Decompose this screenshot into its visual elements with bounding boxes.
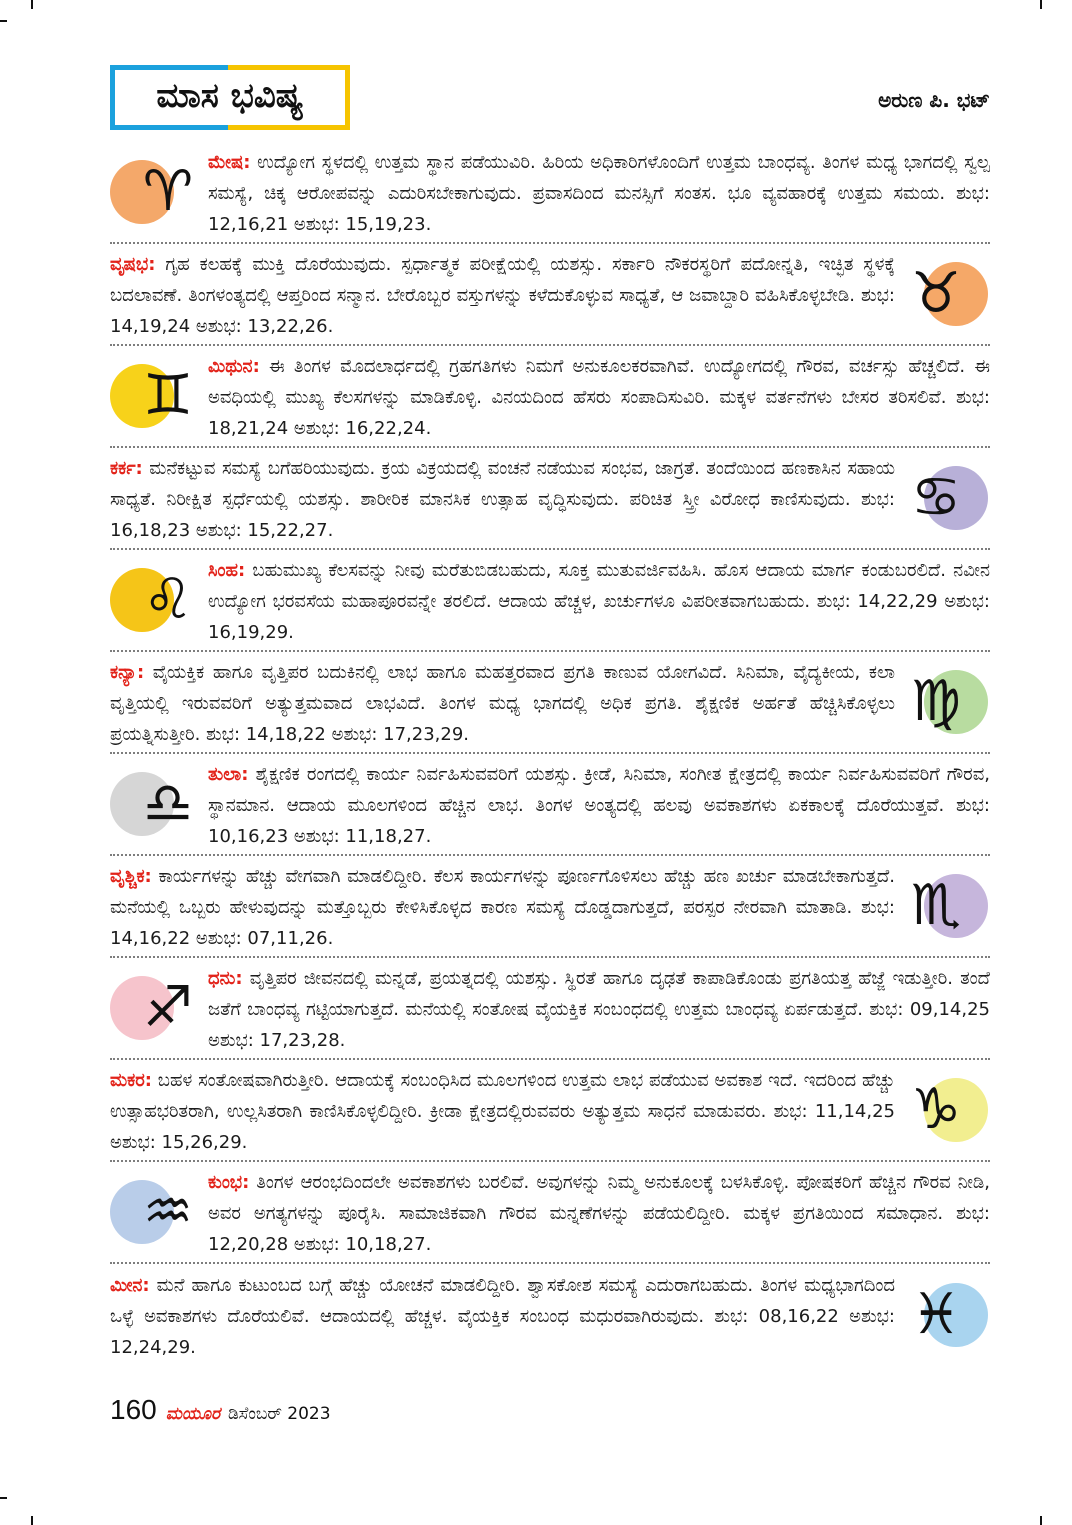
horoscope-entry-simha [110, 550, 990, 652]
sign-label: ಸಿಂಹ: [208, 560, 246, 581]
entry-text [110, 657, 895, 750]
entry-body: ಗೃಹ ಕಲಹಕ್ಕೆ ಮುಕ್ತಿ ದೊರೆಯುವುದು. ಸ್ಪರ್ಧಾತ್ಮಕ ಪರೀಕ್ಷೆಯಲ್ಲಿ ಯಶಸ್ಸು. ಸರ್ಕಾರಿ ನೌಕರಸ್ಥರಿಗೆ ಪದೋನ್ನತಿ, ಇಚ್ಛಿತ ಸ್ಥಳಕ್ಕೆ ಬದಲಾವಣೆ. ತಿಂಗಳಂತ್ಯದಲ್ಲಿ ಆಪ್ತರಿಂದ ಸನ್ಮಾನ. ಬೇರೊಬ್ಬರ ವಸ್ತುಗಳನ್ನು ಕಳೆದುಕೊಳ್ಳುವ ಸಾಧ್ಯತೆ, ಆ ಜವಾಬ್ದಾರಿ ವಹಿಸಿಕೊಳ್ಳಬೇಡಿ. ಶುಭ: 14,19,24 ಅಶುಭ: 13,22,26. [110, 254, 895, 337]
icon-glyph: ♎︎ [142, 771, 194, 836]
icon-glyph: ♉︎ [910, 261, 962, 326]
entry-text [110, 1270, 895, 1363]
page-number: 160 [110, 1394, 157, 1425]
icon-glyph: ♌︎ [142, 567, 194, 632]
crop-mark [1040, 1516, 1042, 1525]
entry-text [208, 147, 990, 240]
entry-body: ತಿಂಗಳ ಆರಂಭದಿಂದಲೇ ಅವಕಾಶಗಳು ಬರಲಿವೆ. ಅವುಗಳನ್ನು ನಿಮ್ಮ ಅನುಕೂಲಕ್ಕೆ ಬಳಸಿಕೊಳ್ಳಿ. ಪೋಷಕರಿಗೆ ಹೆಚ್ಚಿನ ಗೌರವ ನೀಡಿ, ಅವರ ಅಗತ್ಯಗಳನ್ನು ಪೂರೈಸಿ. ಸಾಮಾಜಿಕವಾಗಿ ಗೌರವ ಮನ್ನಣೆಗಳನ್ನು ಪಡೆಯಲಿದ್ದೀರಿ. ಮಕ್ಕಳ ಪ್ರಗತಿಯಿಂದ ಸಮಾಧಾನ. ಶುಭ: 12,20,28 ಅಶುಭ: 10,18,27. [208, 1172, 990, 1255]
issue-date: ಡಿಸೆಂಬರ್ 2023 [227, 1404, 331, 1424]
icon-glyph: ♊︎ [142, 363, 194, 428]
crocodile-icon [898, 1064, 990, 1156]
entry-text [208, 1167, 990, 1260]
horoscope-entry-tula [110, 754, 990, 856]
horoscope-entry-mithuna [110, 346, 990, 448]
horoscope-entry-meena [110, 1264, 990, 1366]
horoscope-entry-mesha [110, 142, 990, 244]
entry-text [110, 249, 895, 342]
sign-label: ತುಲಾ: [208, 764, 249, 785]
title-box [110, 65, 350, 130]
crop-mark [0, 1497, 7, 1499]
scales-icon [110, 758, 202, 850]
sign-label: ವೃಷಭ: [110, 254, 156, 275]
sign-label: ಮೇಷ: [208, 152, 251, 173]
entry-text [110, 453, 895, 546]
entry-body: ಮನೆಕಟ್ಟುವ ಸಮಸ್ಯೆ ಬಗೆಹರಿಯುವುದು. ಕ್ರಯ ವಿಕ್ರಯದಲ್ಲಿ ವಂಚನೆ ನಡೆಯುವ ಸಂಭವ, ಜಾಗ್ರತೆ. ತಂದೆಯಿಂದ ಹಣಕಾಸಿನ ಸಹಾಯ ಸಾಧ್ಯತೆ. ನಿರೀಕ್ಷಿತ ಸ್ಪರ್ಧೆಯಲ್ಲಿ ಯಶಸ್ಸು. ಶಾರೀರಿಕ ಮಾನಸಿಕ ಉತ್ಸಾಹ ವೃದ್ಧಿಸುವುದು. ಪರಿಚಿತ ಸ್ತ್ರೀ ವಿರೋಧ ಕಾಣಿಸುವುದು. ಶುಭ: 16,18,23 ಅಶುಭ: 15,22,27. [110, 458, 895, 541]
entry-body: ವೈಯಕ್ತಿಕ ಹಾಗೂ ವೃತ್ತಿಪರ ಬದುಕಿನಲ್ಲಿ ಲಾಭ ಹಾಗೂ ಮಹತ್ತರವಾದ ಪ್ರಗತಿ ಕಾಣುವ ಯೋಗವಿದೆ. ಸಿನಿಮಾ, ವೈದ್ಯಕೀಯ, ಕಲಾ ವೃತ್ತಿಯಲ್ಲಿ ಇರುವವರಿಗೆ ಅತ್ಯುತ್ತಮವಾದ ಲಾಭವಿದೆ. ತಿಂಗಳ ಮಧ್ಯ ಭಾಗದಲ್ಲಿ ಅಧಿಕ ಪ್ರಗತಿ. ಶೈಕ್ಷಣಿಕ ಅರ್ಹತೆ ಹೆಚ್ಚಿಸಿಕೊಳ್ಳಲು ಪ್ರಯತ್ನಿಸುತ್ತೀರಿ. ಶುಭ: 14,18,22 ಅಶುಭ: 17,23,29. [110, 662, 895, 745]
icon-glyph: ♒︎ [142, 1179, 194, 1244]
entry-body: ಬಹಳ ಸಂತೋಷವಾಗಿರುತ್ತೀರಿ. ಆದಾಯಕ್ಕೆ ಸಂಬಂಧಿಸಿದ ಮೂಲಗಳಿಂದ ಉತ್ತಮ ಲಾಭ ಪಡೆಯುವ ಅವಕಾಶ ಇದೆ. ಇದರಿಂದ ಹೆಚ್ಚು ಉತ್ಸಾಹಭರಿತರಾಗಿ, ಉಲ್ಲಸಿತರಾಗಿ ಕಾಣಿಸಿಕೊಳ್ಳಲಿದ್ದೀರಿ. ಕ್ರೀಡಾ ಕ್ಷೇತ್ರದಲ್ಲಿರುವವರು ಅತ್ಯುತ್ತಮ ಸಾಧನೆ ಮಾಡುವರು. ಶುಭ: 11,14,25 ಅಶುಭ: 15,26,29. [110, 1070, 895, 1153]
sign-label: ಮೀನ: [110, 1275, 150, 1296]
horoscope-entry-dhanu [110, 958, 990, 1060]
sign-label: ಕರ್ಕ: [110, 458, 143, 479]
entry-text [208, 351, 990, 444]
horoscope-list [110, 142, 990, 1432]
entry-text [110, 861, 895, 954]
page-title: ಮಾಸ ಭವಿಷ್ಯ [156, 76, 304, 116]
magazine-logo: ಮಯೂರ [165, 1404, 220, 1424]
horoscope-entry-kumbha [110, 1162, 990, 1264]
ram-icon [110, 146, 202, 238]
entry-text [208, 759, 990, 852]
icon-glyph: ♓︎ [910, 1282, 962, 1347]
sign-label: ವೃಶ್ಚಿಕ: [110, 866, 152, 887]
icon-glyph: ♑︎ [910, 1077, 962, 1142]
icon-glyph: ♏︎ [910, 873, 962, 938]
entry-body: ಉದ್ಯೋಗ ಸ್ಥಳದಲ್ಲಿ ಉತ್ತಮ ಸ್ಥಾನ ಪಡೆಯುವಿರಿ. ಹಿರಿಯ ಅಧಿಕಾರಿಗಳೊಂದಿಗೆ ಉತ್ತಮ ಬಾಂಧವ್ಯ. ತಿಂಗಳ ಮಧ್ಯ ಭಾಗದಲ್ಲಿ ಸ್ವಲ್ಪ ಸಮಸ್ಯೆ, ಚಿಕ್ಕ ಆರೋಪವನ್ನು ಎದುರಿಸಬೇಕಾಗುವುದು. ಪ್ರವಾಸದಿಂದ ಮನಸ್ಸಿಗೆ ಸಂತಸ. ಭೂ ವ್ಯವಹಾರಕ್ಕೆ ಉತ್ತಮ ಸಮಯ. ಶುಭ: 12,16,21 ಅಶುಭ: 15,19,23. [208, 152, 990, 235]
crab-icon [898, 452, 990, 544]
horoscope-entry-makara [110, 1060, 990, 1162]
sign-label: ಮಕರ: [110, 1070, 152, 1091]
crop-mark [1040, 0, 1042, 9]
entry-body: ಮನೆ ಹಾಗೂ ಕುಟುಂಬದ ಬಗ್ಗೆ ಹೆಚ್ಚು ಯೋಚನೆ ಮಾಡಲಿದ್ದೀರಿ. ಶ್ವಾಸಕೋಶ ಸಮಸ್ಯೆ ಎದುರಾಗಬಹುದು. ತಿಂಗಳ ಮಧ್ಯಭಾಗದಿಂದ ಒಳ್ಳೆ ಅವಕಾಶಗಳು ದೊರೆಯಲಿವೆ. ಆದಾಯದಲ್ಲಿ ಹೆಚ್ಚಳ. ವೈಯಕ್ತಿಕ ಸಂಬಂಧ ಮಧುರವಾಗಿರುವುದು. ಶುಭ: 08,16,22 ಅಶುಭ: 12,24,29. [110, 1275, 895, 1358]
entry-body: ವೃತ್ತಿಪರ ಜೀವನದಲ್ಲಿ ಮನ್ನಡೆ, ಪ್ರಯತ್ನದಲ್ಲಿ ಯಶಸ್ಸು. ಸ್ಥಿರತೆ ಹಾಗೂ ದೃಢತೆ ಕಾಪಾಡಿಕೊಂಡು ಪ್ರಗತಿಯತ್ತ ಹೆಜ್ಜೆ ಇಡುತ್ತೀರಿ. ತಂದೆ ಜತೆಗೆ ಬಾಂಧವ್ಯ ಗಟ್ಟಿಯಾಗುತ್ತದೆ. ಮನೆಯಲ್ಲಿ ಸಂತೋಷ ವೈಯಕ್ತಿಕ ಸಂಬಂಧದಲ್ಲಿ ಉತ್ತಮ ಬಾಂಧವ್ಯ ಏರ್ಪಡುತ್ತದೆ. ಶುಭ: 09,14,25 ಅಶುಭ: 17,23,28. [208, 968, 990, 1051]
lion-icon [110, 554, 202, 646]
icon-glyph: ♋︎ [910, 465, 962, 530]
crop-mark [31, 1516, 33, 1525]
fish-icon [898, 1269, 990, 1361]
entry-body: ಬಹುಮುಖ್ಯ ಕೆಲಸವನ್ನು ನೀವು ಮರೆತುಬಿಡಬಹುದು, ಸೂಕ್ತ ಮುತುವರ್ಜಿವಹಿಸಿ. ಹೊಸ ಆದಾಯ ಮಾರ್ಗ ಕಂಡುಬರಲಿದೆ. ನವೀನ ಉದ್ಯೋಗ ಭರವಸೆಯ ಮಹಾಪೂರವನ್ನೇ ತರಲಿದೆ. ಆದಾಯ ಹೆಚ್ಚಳ, ಖರ್ಚುಗಳೂ ವಿಪರೀತವಾಗಬಹುದು. ಶುಭ: 14,22,29 ಅಶುಭ: 16,19,29. [208, 560, 990, 643]
author-name: ಅರುಣ ಪಿ. ಭಟ್ [878, 88, 990, 112]
entry-body: ಕಾರ್ಯಗಳನ್ನು ಹೆಚ್ಚು ವೇಗವಾಗಿ ಮಾಡಲಿದ್ದೀರಿ. ಕೆಲಸ ಕಾರ್ಯಗಳನ್ನು ಪೂರ್ಣಗೊಳಿಸಲು ಹೆಚ್ಚು ಹಣ ಖರ್ಚು ಮಾಡಬೇಕಾಗುತ್ತದೆ. ಮನೆಯಲ್ಲಿ ಒಬ್ಬರು ಹೇಳುವುದನ್ನು ಮತ್ತೊಬ್ಬರು ಕೇಳಿಸಿಕೊಳ್ಳದ ಕಾರಣ ಸಮಸ್ಯೆ ದೊಡ್ಡದಾಗುತ್ತದೆ, ಪರಸ್ಪರ ನೇರವಾಗಿ ಮಾತಾಡಿ. ಶುಭ: 14,16,22 ಅಶುಭ: 07,11,26. [110, 866, 895, 949]
archer-icon [110, 962, 202, 1054]
entry-body: ಈ ತಿಂಗಳ ಮೊದಲಾರ್ಧದಲ್ಲಿ ಗ್ರಹಗತಿಗಳು ನಿಮಗೆ ಅನುಕೂಲಕರವಾಗಿವೆ. ಉದ್ಯೋಗದಲ್ಲಿ ಗೌರವ, ವರ್ಚಸ್ಸು ಹೆಚ್ಚಲಿದೆ. ಈ ಅವಧಿಯಲ್ಲಿ ಮುಖ್ಯ ಕೆಲಸಗಳನ್ನು ಮಾಡಿಕೊಳ್ಳಿ. ವಿನಯದಿಂದ ಹೆಸರು ಸಂಪಾದಿಸುವಿರಿ. ಮಕ್ಕಳ ವರ್ತನೆಗಳು ಬೇಸರ ತರಿಸಲಿವೆ. ಶುಭ: 18,21,24 ಅಶುಭ: 16,22,24. [208, 356, 990, 439]
horoscope-entry-kanya [110, 652, 990, 754]
sign-label: ಮಿಥುನ: [208, 356, 260, 377]
page-footer [110, 1394, 990, 1432]
entry-body: ಶೈಕ್ಷಣಿಕ ರಂಗದಲ್ಲಿ ಕಾರ್ಯ ನಿರ್ವಹಿಸುವವರಿಗೆ ಯಶಸ್ಸು. ಕ್ರೀಡೆ, ಸಿನಿಮಾ, ಸಂಗೀತ ಕ್ಷೇತ್ರದಲ್ಲಿ ಕಾರ್ಯ ನಿರ್ವಹಿಸುವವರಿಗೆ ಗೌರವ, ಸ್ಥಾನಮಾನ. ಆದಾಯ ಮೂಲಗಳಿಂದ ಹೆಚ್ಚಿನ ಲಾಭ. ತಿಂಗಳ ಅಂತ್ಯದಲ್ಲಿ ಹಲವು ಅವಕಾಶಗಳು ಏಕಕಾಲಕ್ಕೆ ದೊರೆಯುತ್ತವೆ. ಶುಭ: 10,16,23 ಅಶುಭ: 11,18,27. [208, 764, 990, 847]
horoscope-entry-vrishabha [110, 244, 990, 346]
entry-text [208, 555, 990, 648]
entry-text [110, 1065, 895, 1158]
horoscope-entry-karka [110, 448, 990, 550]
crop-mark [0, 20, 7, 22]
icon-glyph: ♈︎ [142, 159, 194, 224]
twins-icon [110, 350, 202, 442]
icon-glyph: ♍︎ [910, 669, 962, 734]
bull-icon [898, 248, 990, 340]
scorpion-icon [898, 860, 990, 952]
horoscope-entry-vrishchika [110, 856, 990, 958]
crop-mark [31, 0, 33, 9]
sign-label: ಧನು: [208, 968, 243, 989]
maiden-icon [898, 656, 990, 748]
water-pot-icon [110, 1166, 202, 1258]
icon-glyph: ♐︎ [142, 975, 194, 1040]
sign-label: ಕುಂಭ: [208, 1172, 250, 1193]
entry-text [208, 963, 990, 1056]
sign-label: ಕನ್ಯಾ: [110, 662, 145, 683]
